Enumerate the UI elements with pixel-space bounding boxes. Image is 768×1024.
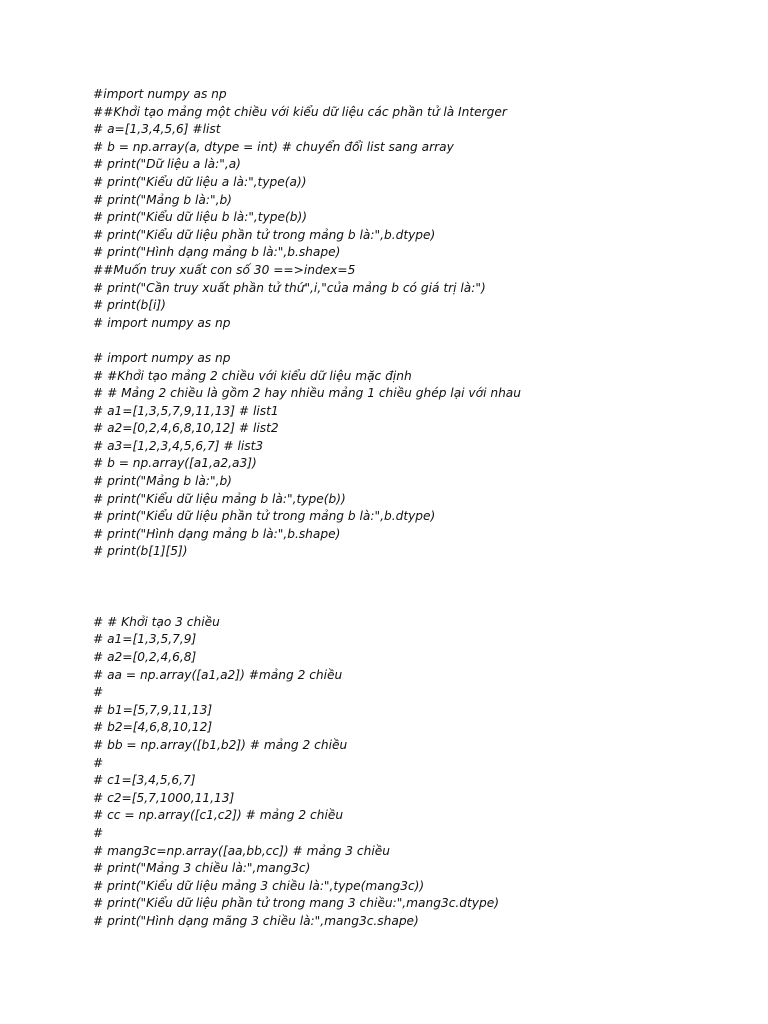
blank-line (93, 579, 748, 597)
code-line: # a1=[1,3,5,7,9,11,13] # list1 (93, 403, 279, 418)
code-line: # print("Mảng b là:",b) (93, 192, 232, 207)
code-line: # # Mảng 2 chiều là gồm 2 hay nhiều mảng 1 chiều ghép lại với nhau (93, 386, 521, 401)
code-line: ##Khởi tạo mảng một chiều với kiểu dữ liệu các phần tử là Interger (93, 104, 507, 119)
code-line: # bb = np.array([b1,b2]) # mảng 2 chiều (93, 737, 348, 752)
code-line: # (93, 755, 104, 770)
code-line: # b1=[5,7,9,11,13] (93, 702, 213, 717)
code-line: # b = np.array(a, dtype = int) # chuyển đổi list sang array (93, 139, 454, 154)
code-line: # c1=[3,4,5,6,7] (93, 773, 196, 788)
code-line: # print("Kiểu dữ liệu phần tử trong mảng b là:",b.dtype) (93, 509, 436, 524)
code-line: # print(b[1][5]) (93, 544, 188, 559)
code-line: # c2=[5,7,1000,11,13] (93, 790, 235, 805)
code-line: # print("Hình dạng mãng 3 chiều là:",mang3c.shape) (93, 913, 419, 928)
code-line: # (93, 825, 104, 840)
code-line: # print("Kiểu dữ liệu phần tử trong mang 3 chiều:",mang3c.dtype) (93, 896, 500, 911)
code-line: # print("Kiểu dữ liệu phần tử trong mảng b là:",b.dtype) (93, 227, 436, 242)
blank-line (93, 561, 748, 579)
code-line: # print("Hình dạng mảng b là:",b.shape) (93, 245, 341, 260)
code-line: # b2=[4,6,8,10,12] (93, 720, 213, 735)
code-line: # # Khởi tạo 3 chiều (93, 614, 220, 629)
code-line: # print("Mảng b là:",b) (93, 474, 232, 489)
code-line: # print(b[i]) (93, 298, 166, 313)
code-line: # print("Kiểu dữ liệu mảng b là:",type(b)) (93, 491, 346, 506)
code-line: # print("Hình dạng mảng b là:",b.shape) (93, 526, 341, 541)
code-line: # a2=[0,2,4,6,8] (93, 650, 197, 664)
code-lines (93, 86, 748, 931)
code-line: ##Muốn truy xuất con số 30 ==>index=5 (93, 262, 356, 277)
code-line: # a3=[1,2,3,4,5,6,7] # list3 (93, 438, 264, 453)
code-line: # #Khởi tạo mảng 2 chiều với kiểu dữ liệu mặc định (93, 368, 412, 383)
code-line: # a=[1,3,4,5,6] #list (93, 122, 221, 137)
code-line: # a1=[1,3,5,7,9] (93, 632, 197, 647)
blank-line (93, 332, 748, 350)
code-line: # import numpy as np (93, 350, 231, 365)
code-line: # print("Kiểu dữ liệu mảng 3 chiều là:",type(mang3c)) (93, 878, 425, 893)
code-line: # print("Kiểu dữ liệu b là:",type(b)) (93, 210, 308, 225)
code-line: # aa = np.array([a1,a2]) #mảng 2 chiều (93, 667, 343, 682)
code-line: # print("Cần truy xuất phần tử thứ",i,"của mảng b có giá trị là:") (93, 280, 486, 295)
code-line: # import numpy as np (93, 315, 231, 330)
code-line: # print("Kiểu dữ liệu a là:",type(a)) (93, 174, 307, 189)
code-line: #import numpy as np (93, 87, 227, 101)
blank-line (93, 596, 748, 614)
code-line: # print("Dữ liệu a là:",a) (93, 157, 241, 172)
code-line: # a2=[0,2,4,6,8,10,12] # list2 (93, 421, 279, 436)
code-line: # b = np.array([a1,a2,a3]) (93, 456, 257, 471)
code-line: # (93, 685, 104, 700)
code-line: # mang3c=np.array([aa,bb,cc]) # mảng 3 chiều (93, 843, 390, 858)
code-line: # cc = np.array([c1,c2]) # mảng 2 chiều (93, 808, 344, 823)
code-line: # print("Mảng 3 chiều là:",mang3c) (93, 861, 311, 876)
